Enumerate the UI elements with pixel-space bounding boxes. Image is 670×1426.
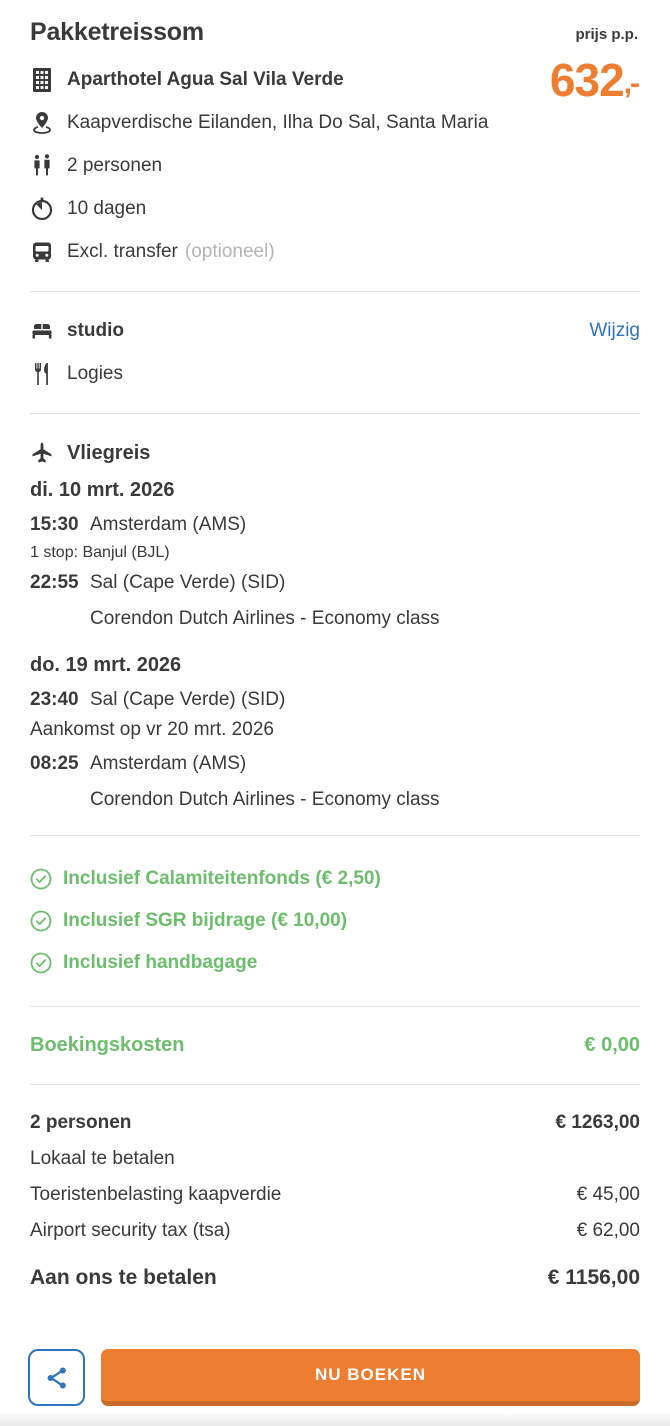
return-date: do. 19 mrt. 2026 [30, 654, 182, 676]
stopover-note: 1 stop: Banjul (BJL) [30, 544, 170, 561]
segment-row [30, 514, 640, 536]
room-type: studio [67, 320, 124, 341]
arrival-day-note: Aankomst op vr 20 mrt. 2026 [30, 719, 274, 740]
booking-costs-label: Boekingskosten [30, 1034, 185, 1056]
tax-value: € 62,00 [576, 1220, 640, 1241]
tax-row [30, 1220, 640, 1242]
utensils-icon [30, 362, 54, 386]
persons-total-value: € 1263,00 [555, 1112, 640, 1133]
building-icon [30, 68, 54, 92]
booking-costs-row [30, 1034, 640, 1057]
persons-row [30, 154, 640, 178]
inclusion-row [30, 868, 640, 890]
check-circle-icon [30, 868, 52, 890]
transfer-row [30, 240, 640, 264]
location-row [30, 111, 640, 135]
transfer-note: (optioneel) [184, 241, 275, 262]
bed-icon [30, 319, 54, 343]
carrier-info: Corendon Dutch Airlines - Economy class [90, 789, 440, 810]
inclusions-section [30, 868, 640, 974]
tax-label: Airport security tax (tsa) [30, 1220, 231, 1241]
room-section [30, 319, 640, 386]
transfer-text: Excl. transfer [67, 241, 178, 262]
persons-icon [30, 154, 54, 178]
pay-us-value: € 1156,00 [547, 1266, 640, 1289]
footer-actions [28, 1349, 640, 1406]
totals-section [30, 1112, 640, 1290]
room-type-row [30, 319, 640, 343]
plane-icon [30, 441, 54, 465]
divider [30, 835, 640, 836]
inclusion-text: Inclusief SGR bijdrage (€ 10,00) [63, 910, 348, 931]
departure-place: Sal (Cape Verde) (SID) [90, 689, 286, 710]
inclusion-row [30, 910, 640, 932]
trip-summary [30, 68, 640, 264]
persons-text: 2 personen [67, 155, 163, 176]
pay-us-row [30, 1266, 640, 1290]
segment-row [30, 753, 640, 775]
price-per-person-label: prijs p.p. [575, 26, 638, 43]
check-circle-icon [30, 910, 52, 932]
persons-total-label: 2 personen [30, 1112, 132, 1133]
page-title: Pakketreissom [30, 18, 204, 46]
pay-us-label: Aan ons te betalen [30, 1266, 217, 1289]
share-button[interactable] [28, 1349, 85, 1406]
carrier-info: Corendon Dutch Airlines - Economy class [90, 608, 440, 629]
change-room-link[interactable]: Wijzig [589, 320, 640, 341]
divider [30, 1006, 640, 1007]
segment-row [30, 689, 640, 711]
local-pay-label: Lokaal te betalen [30, 1148, 175, 1169]
flight-title-row [30, 441, 640, 465]
inclusion-row [30, 952, 640, 974]
booking-costs-value: € 0,00 [584, 1034, 640, 1056]
tax-value: € 45,00 [576, 1184, 640, 1205]
persons-total-row [30, 1112, 640, 1134]
arrival-place: Amsterdam (AMS) [90, 753, 247, 774]
bottom-shade [0, 1412, 670, 1426]
local-pay-row [30, 1148, 640, 1170]
hotel-row [30, 68, 640, 92]
price-suffix: ,- [623, 67, 638, 100]
duration-text: 10 dagen [67, 198, 147, 219]
price-value [550, 53, 638, 107]
duration-row [30, 197, 640, 221]
divider [30, 1084, 640, 1085]
divider [30, 413, 640, 414]
departure-place: Amsterdam (AMS) [90, 514, 247, 535]
board-type: Logies [67, 363, 123, 384]
share-icon [43, 1364, 71, 1392]
arrival-time: 08:25 [30, 753, 79, 774]
flight-section [30, 441, 640, 811]
tax-row [30, 1184, 640, 1206]
board-row [30, 362, 640, 386]
location-pin-icon [30, 111, 54, 135]
divider [30, 291, 640, 292]
departure-time: 23:40 [30, 689, 79, 710]
tax-label: Toeristenbelasting kaapverdie [30, 1184, 282, 1205]
arrival-time: 22:55 [30, 572, 79, 593]
inclusion-text: Inclusief Calamiteitenfonds (€ 2,50) [63, 868, 381, 889]
hotel-name: Aparthotel Agua Sal Vila Verde [67, 69, 344, 90]
duration-clock-icon [30, 197, 54, 221]
segment-row [30, 572, 640, 594]
bus-icon [30, 240, 54, 264]
departure-time: 15:30 [30, 514, 79, 535]
location-text: Kaapverdische Eilanden, Ilha Do Sal, Santa Maria [67, 112, 489, 133]
check-circle-icon [30, 952, 52, 974]
inclusion-text: Inclusief handbagage [63, 952, 258, 973]
arrival-place: Sal (Cape Verde) (SID) [90, 572, 286, 593]
flight-title: Vliegreis [67, 441, 151, 464]
price-amount: 632 [549, 54, 624, 106]
price-block [550, 26, 638, 107]
return-leg [30, 654, 640, 811]
outbound-date: di. 10 mrt. 2026 [30, 479, 175, 501]
book-now-button[interactable]: NU BOEKEN [101, 1349, 640, 1406]
outbound-leg [30, 479, 640, 630]
